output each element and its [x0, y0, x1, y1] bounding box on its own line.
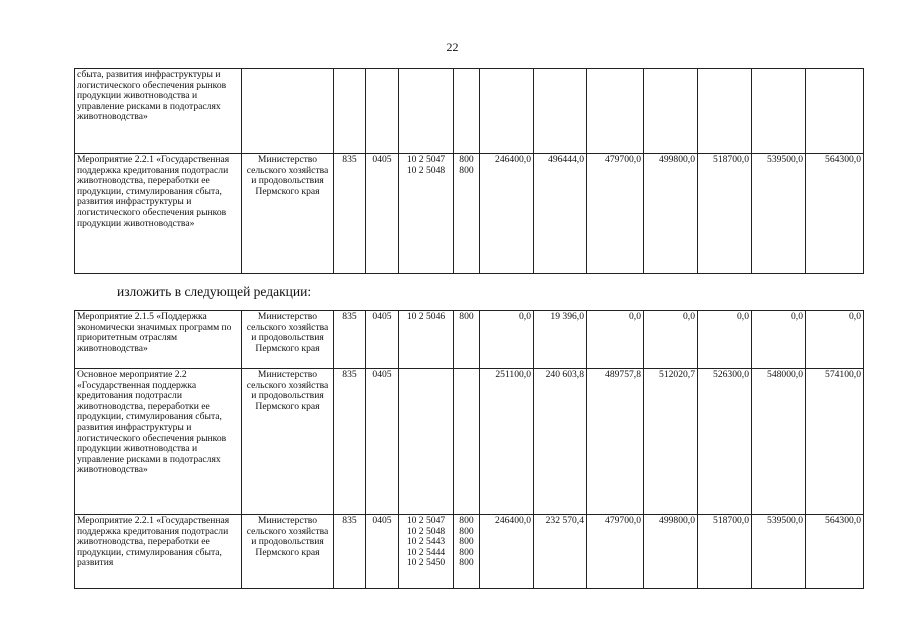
- value-cell: 564300,0: [806, 154, 864, 274]
- target-article-code: 10 2 5046: [399, 311, 454, 369]
- value-cell: [587, 69, 644, 154]
- value-cell: 489757,8: [587, 369, 644, 515]
- value-cell: 0,0: [587, 311, 644, 369]
- responsible-org: [242, 69, 334, 154]
- value-cell: 0,0: [752, 311, 806, 369]
- value-cell: 564300,0: [806, 515, 864, 589]
- value-cell: 548000,0: [752, 369, 806, 515]
- measure-name: сбыта, развития инфраструктуры и логистического обеспечения рынков продукции животноводства и управление рисками в подотраслях животноводства»: [75, 69, 242, 154]
- responsible-org: Министерство сельского хозяйства и продовольствия Пермского края: [242, 154, 334, 274]
- table-row: [75, 154, 864, 274]
- table-row: [75, 69, 864, 154]
- budget-table-before: [74, 68, 864, 274]
- responsible-org: Министерство сельского хозяйства и продовольствия Пермского края: [242, 515, 334, 589]
- table-row: [75, 515, 864, 589]
- measure-name: Мероприятие 2.2.1 «Государственная поддержка кредитования подотрасли животноводства, переработки ее продукции, стимулирования сбыта, развития инфраструктуры и логистического обеспечения рынков продукции животноводства»: [75, 154, 242, 274]
- value-cell: 232 570,4: [534, 515, 587, 589]
- expense-type-code: 800 800: [454, 154, 480, 274]
- responsible-org: Министерство сельского хозяйства и продовольствия Пермского края: [242, 311, 334, 369]
- value-cell: [806, 69, 864, 154]
- value-cell: [752, 69, 806, 154]
- value-cell: [698, 69, 752, 154]
- budget-table-after: [74, 310, 864, 589]
- value-cell: [480, 69, 534, 154]
- expense-type-code: [454, 369, 480, 515]
- value-cell: 0,0: [806, 311, 864, 369]
- value-cell: 246400,0: [480, 515, 534, 589]
- value-cell: 240 603,8: [534, 369, 587, 515]
- expense-type-code: [454, 69, 480, 154]
- value-cell: 479700,0: [587, 515, 644, 589]
- grbs-code: 835: [334, 154, 366, 274]
- target-article-code: [399, 369, 454, 515]
- grbs-code: 835: [334, 369, 366, 515]
- value-cell: 496444,0: [534, 154, 587, 274]
- value-cell: 539500,0: [752, 154, 806, 274]
- responsible-org: Министерство сельского хозяйства и продовольствия Пермского края: [242, 369, 334, 515]
- value-cell: 574100,0: [806, 369, 864, 515]
- page-number: 22: [446, 40, 459, 54]
- section-code: [366, 69, 399, 154]
- value-cell: 0,0: [644, 311, 698, 369]
- target-article-code: 10 2 5047 10 2 5048 10 2 5443 10 2 5444 10 2 5450: [399, 515, 454, 589]
- value-cell: 0,0: [480, 311, 534, 369]
- value-cell: 512020,7: [644, 369, 698, 515]
- expense-type-code: 800: [454, 311, 480, 369]
- value-cell: 539500,0: [752, 515, 806, 589]
- value-cell: 518700,0: [698, 154, 752, 274]
- grbs-code: 835: [334, 311, 366, 369]
- value-cell: [534, 69, 587, 154]
- target-article-code: [399, 69, 454, 154]
- table-row: [75, 369, 864, 515]
- expense-type-code: 800 800 800 800 800: [454, 515, 480, 589]
- value-cell: 518700,0: [698, 515, 752, 589]
- measure-name: Основное мероприятие 2.2 «Государственная поддержка кредитования подотрасли животноводства, переработки ее продукции, стимулирования сбыта, развития инфраструктуры и логистического обеспечения рынков продукции животноводства и управление рисками в подотраслях животноводства»: [75, 369, 242, 515]
- value-cell: [644, 69, 698, 154]
- value-cell: 19 396,0: [534, 311, 587, 369]
- target-article-code: 10 2 5047 10 2 5048: [399, 154, 454, 274]
- value-cell: 499800,0: [644, 515, 698, 589]
- section-code: 0405: [366, 515, 399, 589]
- value-cell: 251100,0: [480, 369, 534, 515]
- grbs-code: [334, 69, 366, 154]
- measure-name: Мероприятие 2.1.5 «Поддержка экономически значимых программ по приоритетным отраслям животноводства»: [75, 311, 242, 369]
- value-cell: 246400,0: [480, 154, 534, 274]
- grbs-code: 835: [334, 515, 366, 589]
- value-cell: 499800,0: [644, 154, 698, 274]
- value-cell: 0,0: [698, 311, 752, 369]
- amendment-caption: изложить в следующей редакции:: [117, 284, 312, 299]
- measure-name: Мероприятие 2.2.1 «Государственная поддержка кредитования подотрасли животноводства, переработки ее продукции, стимулирования сбыта, развития: [75, 515, 242, 589]
- section-code: 0405: [366, 311, 399, 369]
- value-cell: 526300,0: [698, 369, 752, 515]
- table-row: [75, 311, 864, 369]
- value-cell: 479700,0: [587, 154, 644, 274]
- section-code: 0405: [366, 154, 399, 274]
- section-code: 0405: [366, 369, 399, 515]
